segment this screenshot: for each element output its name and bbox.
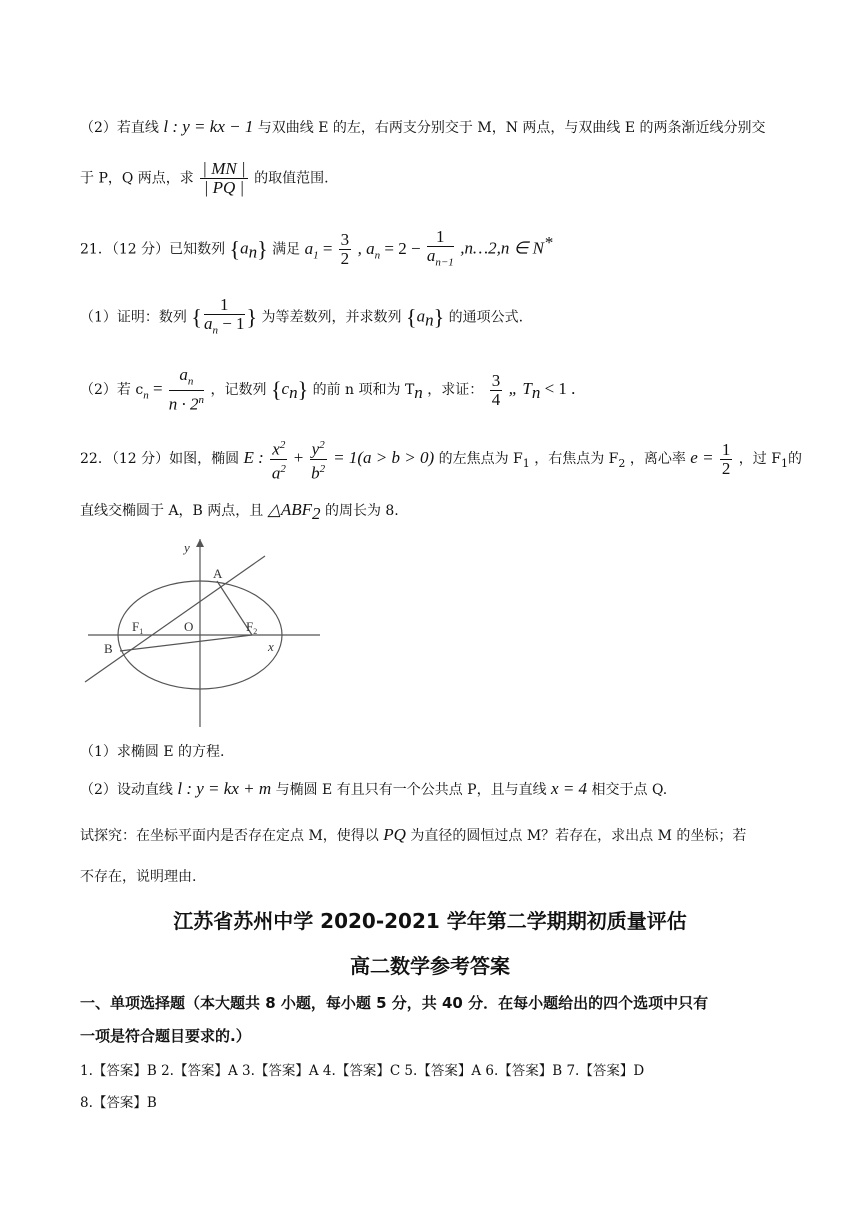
q20-part2-line1: （2）若直线 l : y = kx − 1 与双曲线 E 的左，右两支分别交于 M，N 两点，与双曲线 E 的两条渐近线分别交 bbox=[80, 117, 766, 136]
ellipse-figure bbox=[80, 535, 340, 730]
q22-statement-line2: 直线交椭圆于 A，B 两点，且 $\triangle ABF_2$ 的周长为 8. bbox=[80, 500, 399, 523]
point-a-label: A bbox=[213, 566, 223, 581]
origin-label: O bbox=[184, 619, 194, 634]
q21-part1: （1）证明：数列 { $\frac{1}{a_n - 1}$ } 为等差数列，并求数列 $\{a_n\}$ 的通项公式. bbox=[80, 295, 524, 337]
answer-subtitle: 高二数学参考答案 bbox=[350, 954, 510, 978]
q21-statement: 21．（12 分）已知数列 $\{a_n\}$ 满足 $a_1$ = $\frac{3}{2}$ , $a_n = 2$ − $\frac{1}{a_{n-1}}$ ,n…2,n ∈ N* bbox=[80, 227, 553, 269]
line-through-f1 bbox=[85, 556, 265, 682]
line-equation: l : y = kx − 1 bbox=[163, 117, 254, 136]
f1-label: $F_1$ bbox=[132, 619, 144, 636]
q22-part2: （2）设动直线 l : y = kx + m 与椭圆 E 有且只有一个公共点 P，且与直线 x = 4 相交于点 Q. bbox=[80, 779, 668, 798]
answer-title: 江苏省苏州中学 2020-2021 学年第二学期期初质量评估 bbox=[173, 909, 687, 933]
point-b-label: B bbox=[104, 641, 113, 656]
q21-part2: （2）若 $c_n$ = $\frac{a_n}{n \cdot 2^n}$ ，记数列 $\{c_n\}$ 的前 n 项和为 $T_n$ ，求证： $\frac{3}{4}$ „ $T_n < 1$ . bbox=[80, 365, 576, 415]
q22-explore-line1: 试探究：在坐标平面内是否存在定点 M，使得以 PQ 为直径的圆恒过点 M？若存在，求出点 M 的坐标；若 bbox=[80, 825, 747, 844]
section1-heading-line2: 一项是符合题目要求的.） bbox=[80, 1027, 251, 1045]
q22-explore-line2: 不存在，说明理由. bbox=[80, 869, 197, 885]
answers-row2: 8.【答案】B bbox=[80, 1095, 157, 1111]
q22-statement-line1: 22．（12 分）如图，椭圆 E : $\frac{x^2}{a^2}$ + $\frac{y^2}{b^2}$ = 1(a > b > 0) 的左焦点为 $F_1$ ，右焦点为 $F_2$ ，离心率 e = $\frac{1}{2}$ ，过 $F_1$的 bbox=[80, 436, 790, 482]
x-axis-label: x bbox=[268, 639, 274, 654]
answers-row1: 1.【答案】B 2.【答案】A 3.【答案】A 4.【答案】C 5.【答案】A 6.【答案】B 7.【答案】D bbox=[80, 1063, 645, 1079]
section1-heading-line1: 一、单项选择题（本大题共 8 小题，每小题 5 分，共 40 分．在每小题给出的四个选项中只有 bbox=[80, 994, 709, 1012]
f2-label: $F_2$ bbox=[246, 619, 258, 636]
q20-part2-line2: 于 P，Q 两点，求 $\frac{| MN |}{| PQ |}$ 的取值范围. bbox=[80, 159, 329, 197]
q22-part1: （1）求椭圆 E 的方程. bbox=[80, 744, 225, 760]
y-axis-label: y bbox=[184, 540, 190, 555]
mn-over-pq-fraction: $\frac{| MN |}{| PQ |}$ bbox=[202, 159, 246, 197]
